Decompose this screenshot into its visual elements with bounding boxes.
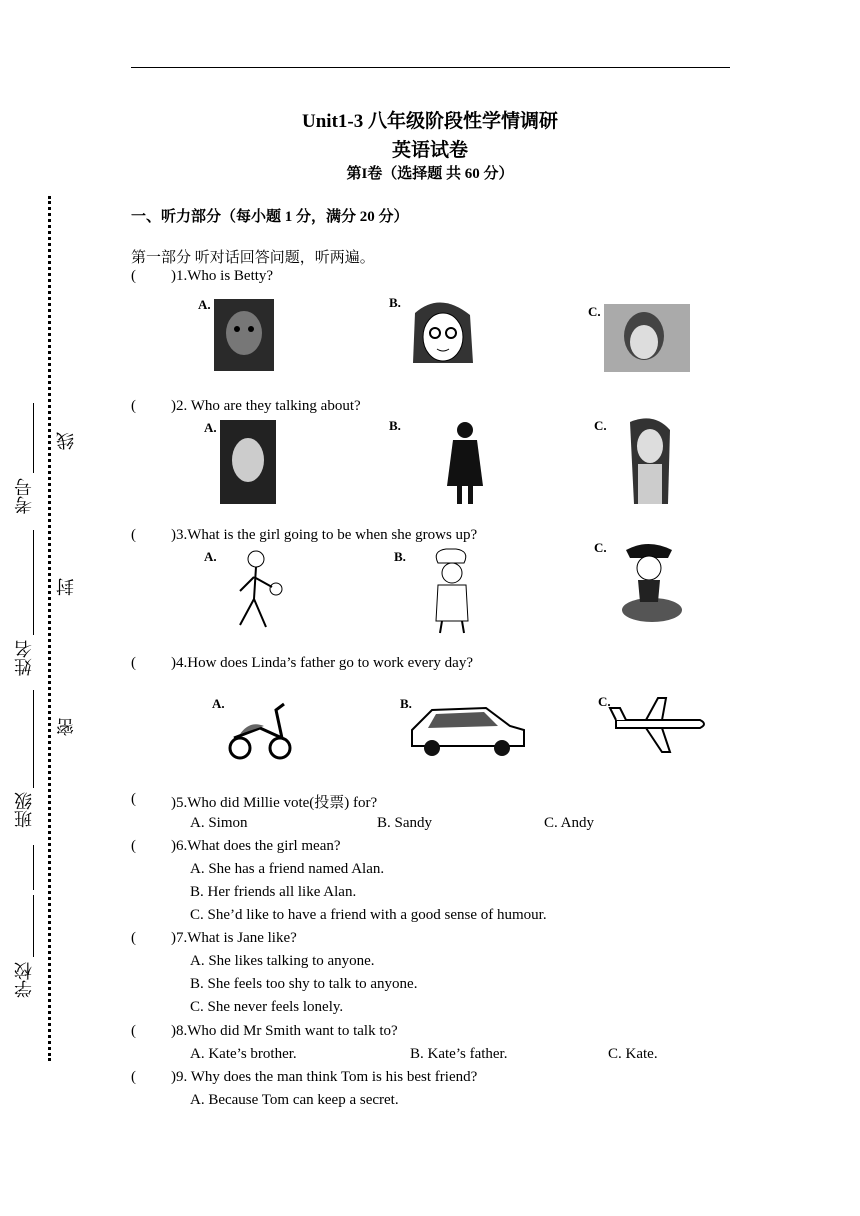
question-2: )2. Who are they talking about? xyxy=(171,398,361,414)
q6-option-a[interactable]: A. She has a friend named Alan. xyxy=(190,861,385,877)
option-label: B. xyxy=(389,295,401,310)
seal-char-feng: 封 xyxy=(56,578,77,596)
q7-option-b[interactable]: B. She feels too shy to talk to anyone. xyxy=(190,976,418,992)
question-4: )4.How does Linda’s father go to work every day? xyxy=(171,655,473,671)
seal-char-mi: 密 xyxy=(56,718,77,736)
q5-option-c[interactable]: C. Andy xyxy=(544,815,595,831)
option-label: A. xyxy=(204,420,217,435)
option-label: A. xyxy=(198,297,211,312)
question-1: )1.Who is Betty? xyxy=(171,268,274,284)
option-label: B. xyxy=(394,549,406,564)
q6-option-b[interactable]: B. Her friends all like Alan. xyxy=(190,884,357,900)
q8-option-a[interactable]: A. Kate’s brother. xyxy=(190,1046,297,1062)
option-label: A. xyxy=(212,696,225,711)
volume-title: 第I卷（选择题 共 60 分） xyxy=(346,166,514,182)
question-8: )8.Who did Mr Smith want to talk to? xyxy=(171,1023,398,1039)
q5-option-b[interactable]: B. Sandy xyxy=(377,815,433,831)
q2-option-c-photo[interactable] xyxy=(592,416,702,506)
part-instruction: 第一部分 听对话回答问题，听两遍。 xyxy=(131,250,375,266)
q9-option-a[interactable]: A. Because Tom can keep a secret. xyxy=(190,1092,399,1108)
option-label: C. xyxy=(594,540,607,555)
q6-option-c[interactable]: C. She’d like to have a friend with a good sense of humour. xyxy=(190,907,547,923)
answer-paren[interactable]: ( xyxy=(131,655,136,671)
q4-option-b-car[interactable] xyxy=(398,690,528,760)
number-label: 考号 xyxy=(14,478,35,514)
option-label: C. xyxy=(594,418,607,433)
section-heading: 一、听力部分（每小题 1 分，满分 20 分） xyxy=(131,209,409,225)
name-blank xyxy=(33,530,34,635)
answer-paren[interactable]: ( xyxy=(131,268,136,284)
answer-paren[interactable]: ( xyxy=(131,527,136,543)
exam-subtitle: 英语试卷 xyxy=(391,140,468,161)
class-blank xyxy=(33,690,34,788)
q7-option-c[interactable]: C. She never feels lonely. xyxy=(190,999,344,1015)
q8-option-c[interactable]: C. Kate. xyxy=(608,1046,658,1062)
question-7: )7.What is Jane like? xyxy=(171,930,297,946)
school-label: 学校 xyxy=(14,962,35,998)
q7-option-a[interactable]: A. She likes talking to anyone. xyxy=(190,953,375,969)
option-label: C. xyxy=(588,304,601,319)
q3-option-b-chef[interactable] xyxy=(392,547,492,637)
question-5: )5.Who did Millie vote(投票) for? xyxy=(171,795,378,811)
top-rule xyxy=(131,67,730,68)
q1-option-b-cartoon[interactable] xyxy=(385,293,495,373)
option-label: A. xyxy=(204,549,217,564)
question-3: )3.What is the girl going to be when she grows up? xyxy=(171,527,478,543)
name-label: 姓名 xyxy=(14,640,35,676)
q8-option-b[interactable]: B. Kate’s father. xyxy=(410,1046,508,1062)
question-6: )6.What does the girl mean? xyxy=(171,838,341,854)
answer-paren[interactable]: ( xyxy=(131,1023,136,1039)
q2-option-b-photo[interactable] xyxy=(385,416,495,506)
answer-paren[interactable]: ( xyxy=(131,398,136,414)
q4-option-c-airplane[interactable] xyxy=(596,690,716,760)
option-label: B. xyxy=(400,696,412,711)
q1-option-c-photo[interactable] xyxy=(586,296,696,376)
answer-paren[interactable]: ( xyxy=(131,930,136,946)
number-blank xyxy=(33,403,34,473)
answer-paren[interactable]: ( xyxy=(131,838,136,854)
q3-option-c-police-officer[interactable] xyxy=(592,540,712,630)
answer-paren[interactable]: ( xyxy=(131,791,136,807)
exam-title: Unit1-3 八年级阶段性学情调研 xyxy=(302,111,558,132)
option-label: B. xyxy=(389,418,401,433)
q5-option-a[interactable]: A. Simon xyxy=(190,815,248,831)
class-label: 班级 xyxy=(14,792,35,828)
question-9: )9. Why does the man think Tom is his best friend? xyxy=(171,1069,478,1085)
option-label: C. xyxy=(598,694,611,709)
q3-option-a-basketball-player[interactable] xyxy=(200,547,300,637)
q1-option-a-photo[interactable] xyxy=(192,295,287,375)
answer-paren[interactable]: ( xyxy=(131,1069,136,1085)
school-blank xyxy=(33,895,34,957)
q2-option-a-photo[interactable] xyxy=(200,416,290,506)
q4-option-a-scooter[interactable] xyxy=(210,690,310,770)
class-blank-lower xyxy=(33,845,34,890)
binding-dotted-line xyxy=(48,196,51,1061)
seal-char-xian: 线 xyxy=(56,432,77,450)
